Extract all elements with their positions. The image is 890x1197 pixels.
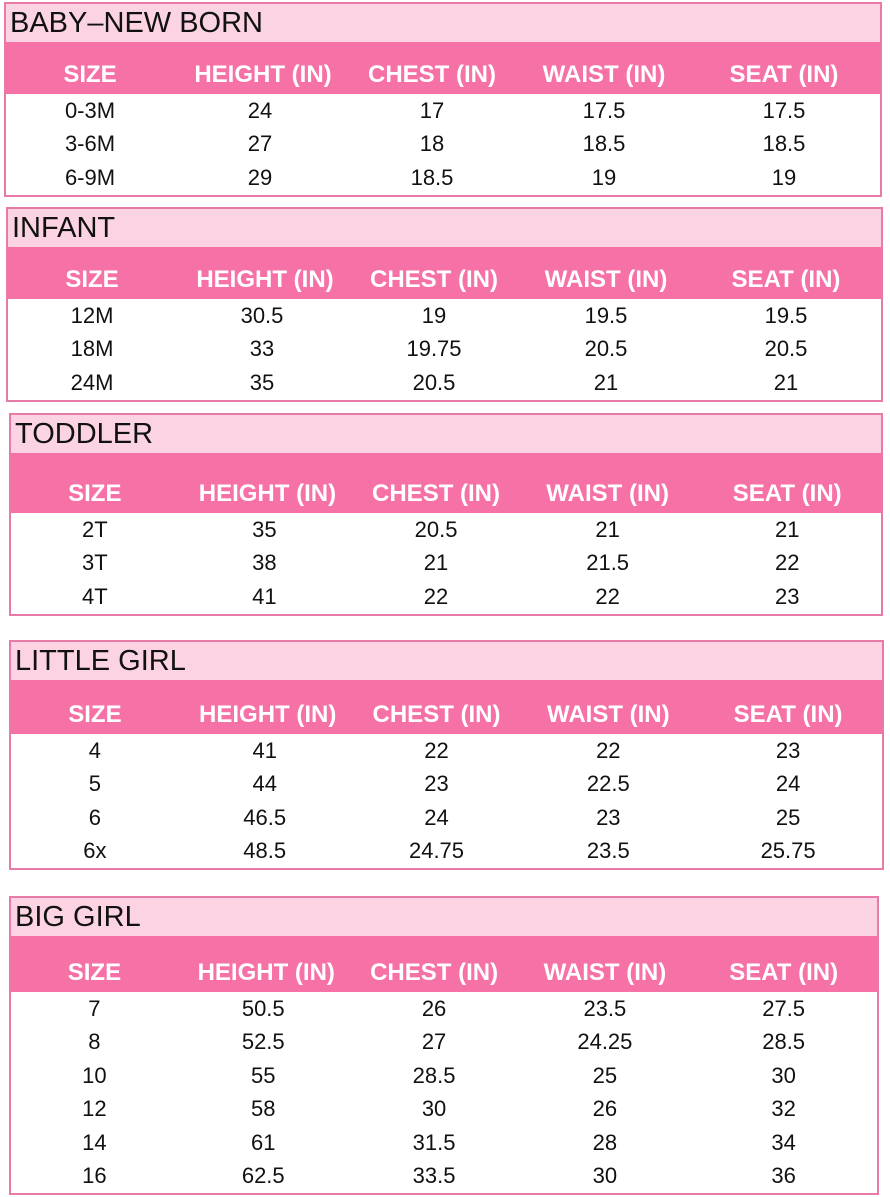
column-header-row: [11, 936, 877, 992]
cell-height-in: 52.5: [241, 1029, 285, 1055]
cell-chest-in: 26: [421, 995, 447, 1021]
cell-chest-in: 24.75: [408, 838, 465, 864]
cell-size: 5: [88, 771, 102, 797]
column-header-height-in: HEIGHT (IN): [198, 480, 337, 507]
column-header-row: [11, 453, 881, 513]
table-row: [11, 734, 882, 768]
cell-waist-in: 25: [592, 1062, 618, 1088]
cell-seat-in: 20.5: [764, 336, 808, 362]
cell-waist-in: 23.5: [583, 995, 627, 1021]
cell-chest-in: 20.5: [412, 369, 456, 395]
cell-chest-in: 18.5: [410, 164, 454, 190]
cell-waist-in: 26: [592, 1096, 618, 1122]
column-header-seat-in: SEAT (IN): [731, 266, 841, 293]
cell-height-in: 55: [251, 1062, 276, 1088]
column-header-chest-in: CHEST (IN): [372, 701, 501, 728]
section-title: BABY–NEW BORN: [6, 4, 880, 42]
cell-size: 24M: [70, 369, 114, 395]
section-title: LITTLE GIRL: [11, 642, 882, 680]
cell-size: 6-9M: [64, 164, 116, 190]
column-header-size: SIZE: [68, 701, 122, 728]
table-row: [11, 801, 882, 835]
cell-seat-in: 28.5: [762, 1029, 806, 1055]
column-header-chest-in: CHEST (IN): [372, 480, 501, 507]
section-title: TODDLER: [11, 415, 881, 453]
column-header-seat-in: SEAT (IN): [732, 480, 842, 507]
cell-seat-in: 23: [775, 737, 801, 763]
cell-seat-in: 17.5: [762, 97, 806, 123]
cell-height-in: 35: [249, 369, 275, 395]
cell-chest-in: 19.75: [406, 336, 462, 362]
section-toddler: [9, 413, 883, 616]
cell-size: 12: [82, 1096, 107, 1122]
cell-chest-in: 21: [423, 550, 449, 576]
table-row: [11, 768, 882, 802]
cell-chest-in: 33.5: [412, 1163, 456, 1189]
table-row: [11, 992, 877, 1026]
cell-chest-in: 23: [424, 771, 449, 797]
cell-waist-in: 19: [591, 164, 617, 190]
cell-height-in: 41: [252, 737, 277, 763]
cell-waist-in: 22: [596, 737, 621, 763]
cell-chest-in: 28.5: [412, 1062, 456, 1088]
cell-chest-in: 30: [421, 1096, 447, 1122]
cell-size: 8: [88, 1029, 101, 1055]
cell-chest-in: 18: [419, 131, 445, 157]
cell-size: 4: [88, 737, 102, 763]
cell-waist-in: 23: [596, 804, 621, 830]
cell-seat-in: 22: [774, 550, 800, 576]
cell-chest-in: 20.5: [414, 516, 458, 542]
cell-size: 3T: [81, 550, 108, 576]
cell-waist-in: 30: [592, 1163, 618, 1189]
column-header-seat-in: SEAT (IN): [729, 61, 839, 88]
cell-waist-in: 17.5: [582, 97, 626, 123]
column-header-waist-in: WAIST (IN): [543, 959, 667, 986]
cell-height-in: 62.5: [241, 1163, 285, 1189]
cell-size: 7: [88, 995, 101, 1021]
table-row: [11, 580, 881, 614]
cell-height-in: 44: [252, 771, 277, 797]
section-big-girl: [9, 896, 879, 1195]
section-baby-new-born: [4, 2, 882, 197]
cell-waist-in: 21.5: [586, 550, 630, 576]
table-row: [11, 547, 881, 581]
cell-height-in: 48.5: [243, 838, 287, 864]
table-row: [11, 835, 882, 869]
cell-waist-in: 20.5: [584, 336, 628, 362]
column-header-size: SIZE: [63, 61, 117, 88]
section-title: BIG GIRL: [11, 898, 877, 936]
cell-seat-in: 32: [771, 1096, 796, 1122]
column-header-chest-in: CHEST (IN): [370, 959, 499, 986]
cell-waist-in: 22: [595, 583, 620, 609]
table-row: [6, 94, 880, 128]
cell-chest-in: 22: [424, 737, 449, 763]
cell-chest-in: 24: [424, 804, 449, 830]
cell-seat-in: 36: [771, 1163, 796, 1189]
column-header-chest-in: CHEST (IN): [370, 266, 498, 293]
cell-seat-in: 34: [771, 1129, 796, 1155]
cell-seat-in: 30: [771, 1062, 796, 1088]
cell-chest-in: 19: [421, 302, 447, 328]
column-header-waist-in: WAIST (IN): [542, 61, 666, 88]
cell-size: 12M: [70, 302, 114, 328]
section-little-girl: [9, 640, 884, 870]
table-row: [11, 513, 881, 547]
cell-height-in: 46.5: [243, 804, 287, 830]
cell-waist-in: 23.5: [586, 838, 630, 864]
cell-seat-in: 19.5: [764, 302, 808, 328]
cell-waist-in: 19.5: [584, 302, 628, 328]
cell-height-in: 29: [247, 164, 273, 190]
cell-size: 18M: [70, 336, 114, 362]
column-header-row: [8, 247, 881, 299]
cell-chest-in: 22: [423, 583, 449, 609]
table-row: [11, 1026, 877, 1060]
cell-seat-in: 21: [773, 369, 799, 395]
cell-height-in: 30.5: [240, 302, 284, 328]
column-header-height-in: HEIGHT (IN): [199, 701, 337, 728]
table-row: [11, 1126, 877, 1160]
cell-seat-in: 24: [775, 771, 801, 797]
cell-height-in: 35: [252, 516, 277, 542]
cell-seat-in: 18.5: [762, 131, 806, 157]
cell-size: 3-6M: [64, 131, 116, 157]
cell-seat-in: 25: [775, 804, 801, 830]
column-header-waist-in: WAIST (IN): [546, 701, 670, 728]
cell-height-in: 61: [251, 1129, 276, 1155]
column-header-row: [6, 42, 880, 94]
column-header-height-in: HEIGHT (IN): [194, 61, 332, 88]
cell-chest-in: 27: [421, 1029, 447, 1055]
table-row: [6, 128, 880, 162]
cell-size: 6x: [83, 838, 107, 864]
column-header-chest-in: CHEST (IN): [368, 61, 496, 88]
table-row: [8, 299, 881, 333]
cell-seat-in: 23: [774, 583, 800, 609]
section-title: INFANT: [8, 209, 881, 247]
cell-height-in: 50.5: [241, 995, 285, 1021]
cell-chest-in: 31.5: [412, 1129, 456, 1155]
cell-waist-in: 21: [595, 516, 620, 542]
cell-seat-in: 21: [774, 516, 800, 542]
cell-height-in: 41: [252, 583, 277, 609]
cell-height-in: 27: [247, 131, 273, 157]
column-header-size: SIZE: [67, 959, 122, 986]
cell-waist-in: 24.25: [577, 1029, 633, 1055]
column-header-row: [11, 680, 882, 734]
column-header-waist-in: WAIST (IN): [544, 266, 668, 293]
cell-height-in: 58: [251, 1096, 276, 1122]
section-infant: [6, 207, 883, 402]
cell-height-in: 38: [252, 550, 277, 576]
table-row: [8, 366, 881, 400]
cell-waist-in: 21: [593, 369, 619, 395]
cell-waist-in: 18.5: [582, 131, 626, 157]
cell-size: 10: [82, 1062, 107, 1088]
cell-size: 4T: [81, 583, 108, 609]
cell-waist-in: 28: [592, 1129, 618, 1155]
column-header-size: SIZE: [65, 266, 119, 293]
column-header-waist-in: WAIST (IN): [546, 480, 669, 507]
cell-height-in: 24: [247, 97, 273, 123]
table-row: [6, 161, 880, 195]
table-row: [11, 1059, 877, 1093]
column-header-height-in: HEIGHT (IN): [196, 266, 334, 293]
column-header-seat-in: SEAT (IN): [729, 959, 839, 986]
cell-size: 16: [82, 1163, 107, 1189]
cell-seat-in: 25.75: [760, 838, 816, 864]
column-header-height-in: HEIGHT (IN): [197, 959, 335, 986]
cell-size: 0-3M: [64, 97, 116, 123]
cell-seat-in: 27.5: [762, 995, 806, 1021]
cell-size: 2T: [81, 516, 108, 542]
column-header-seat-in: SEAT (IN): [733, 701, 843, 728]
table-row: [11, 1093, 877, 1127]
cell-waist-in: 22.5: [586, 771, 630, 797]
cell-size: 6: [88, 804, 102, 830]
table-row: [11, 1160, 877, 1194]
column-header-size: SIZE: [68, 480, 122, 507]
cell-size: 14: [82, 1129, 107, 1155]
table-row: [8, 333, 881, 367]
cell-seat-in: 19: [771, 164, 797, 190]
cell-chest-in: 17: [419, 97, 445, 123]
cell-height-in: 33: [249, 336, 275, 362]
